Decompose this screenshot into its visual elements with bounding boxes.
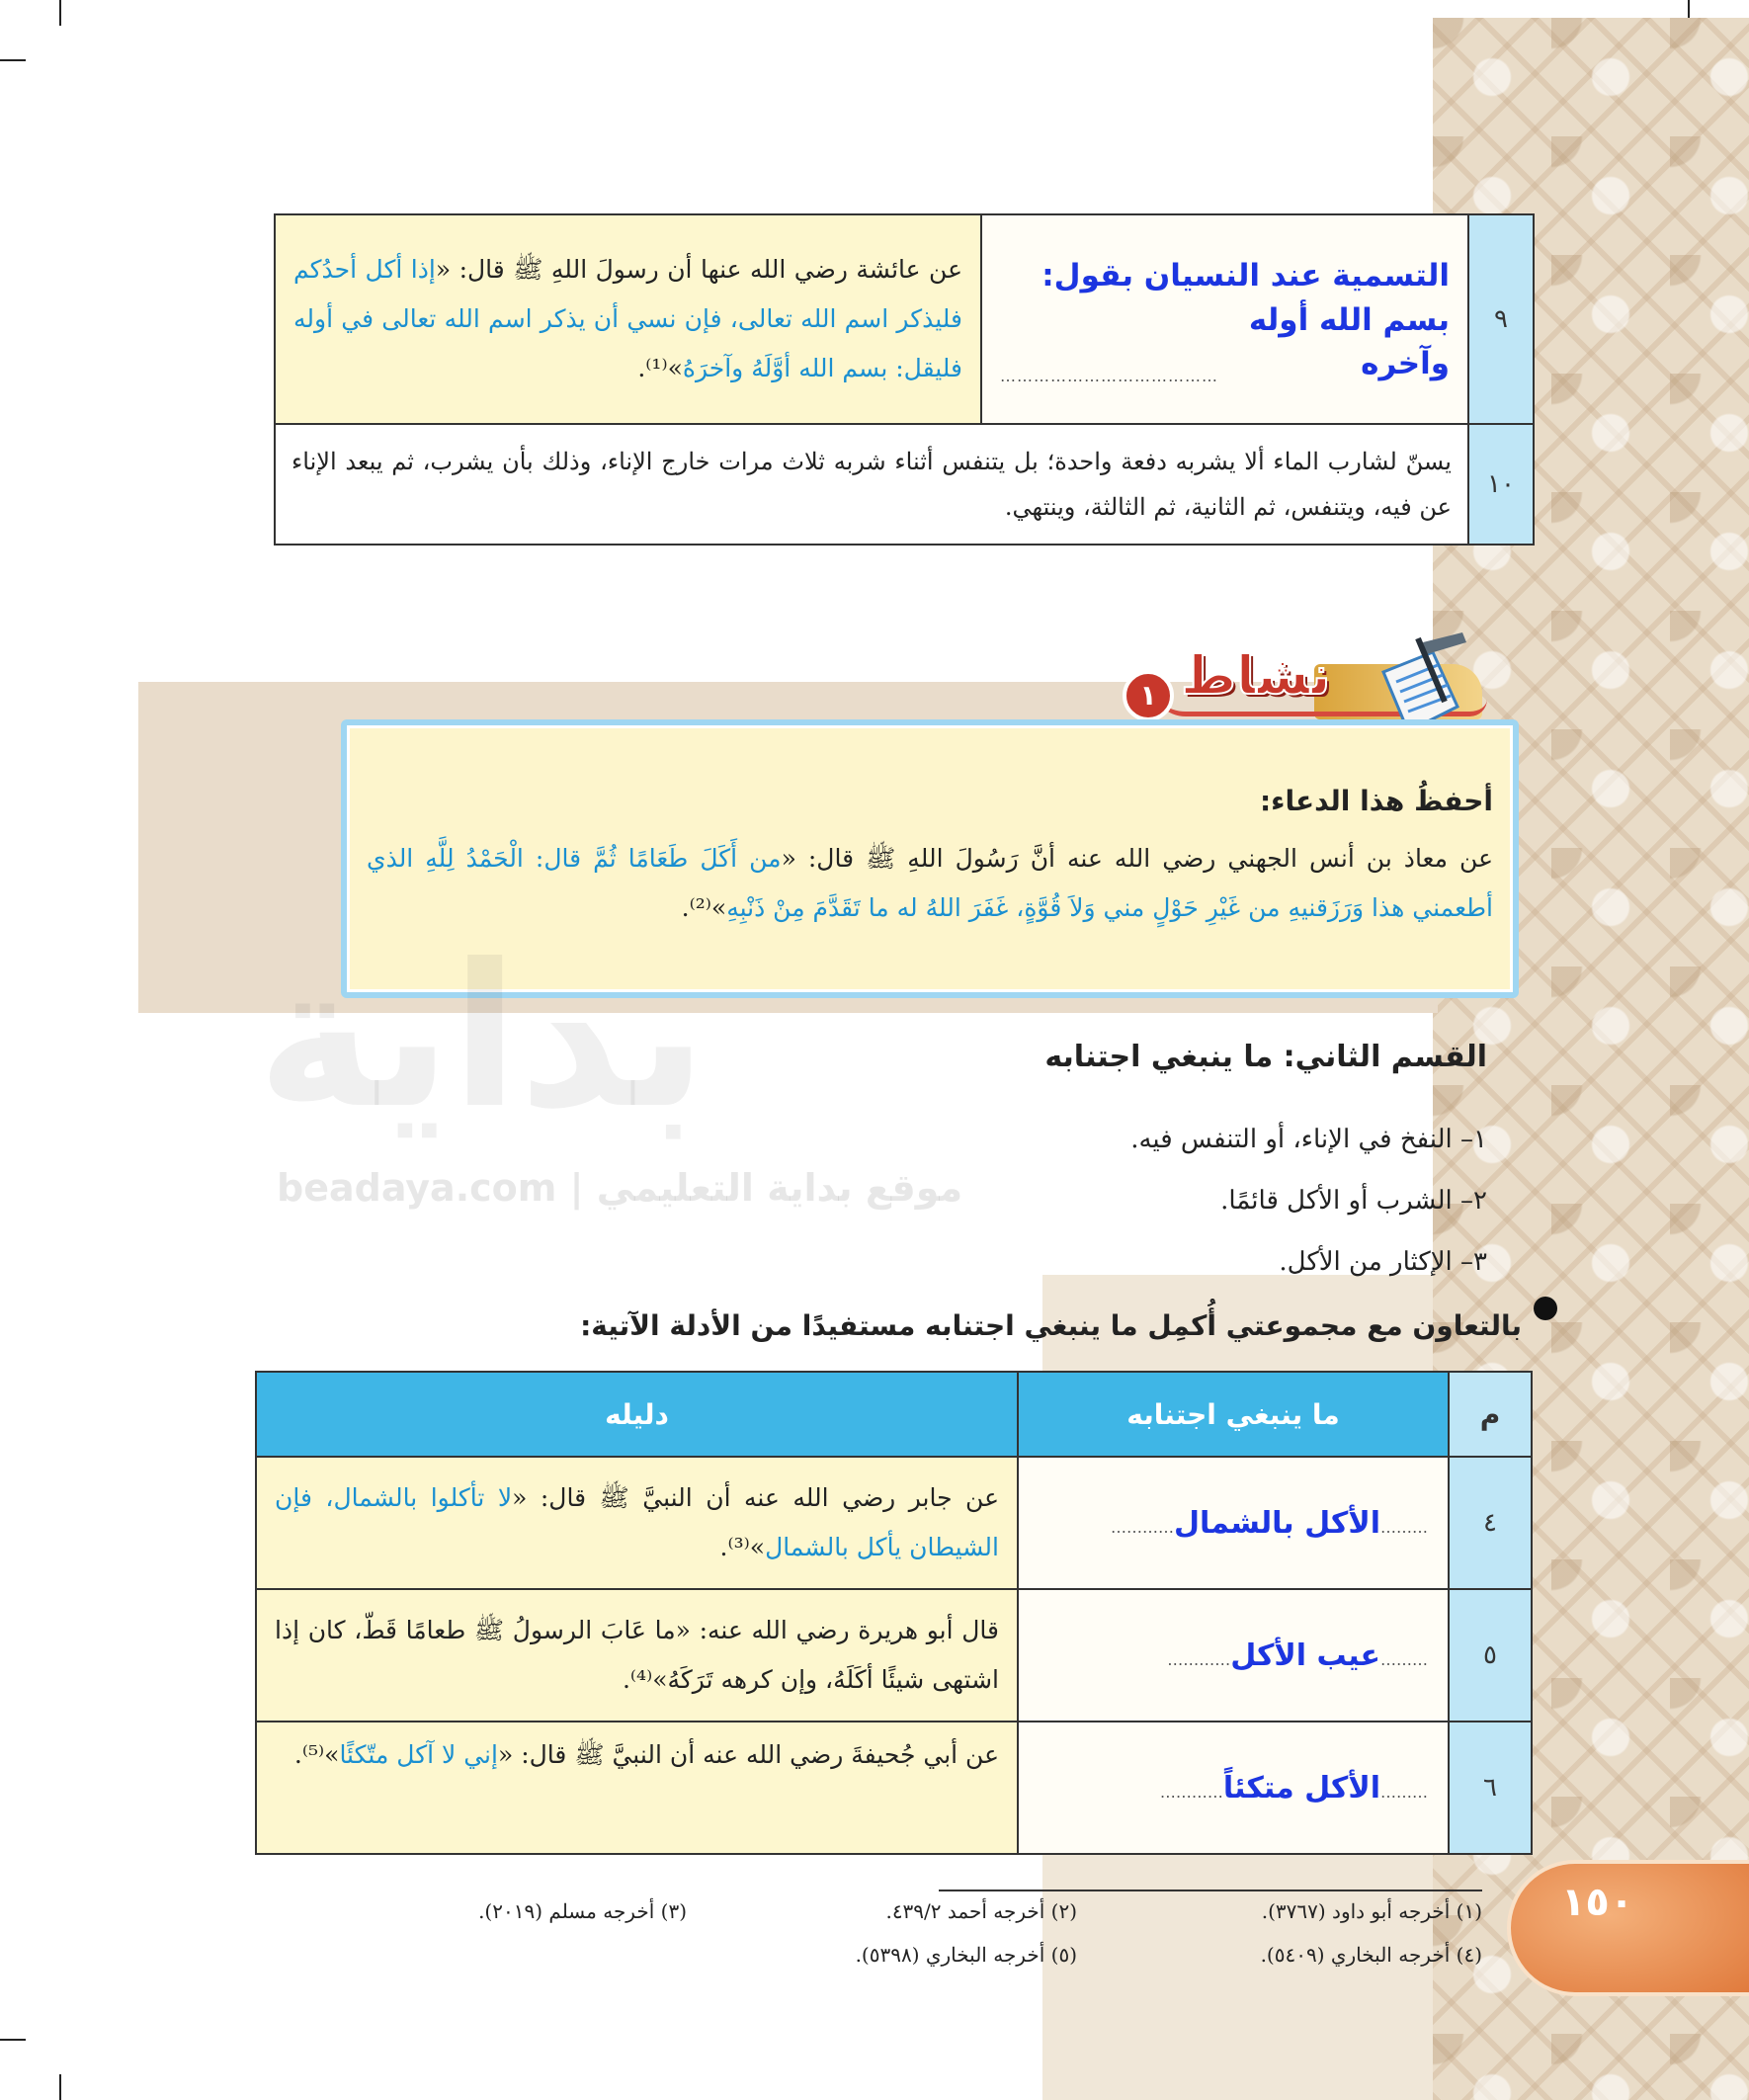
- rule-text: يسنّ لشارب الماء ألا يشربه دفعة واحدة؛ بل يتنفس أثناء شربه ثلاث مرات خارج الإناء، وذلك بأن يشرب، ثم يبعد الإناء عن فيه، ويتنفس، ثم الثانية، ثم الثالثة، وينتهي.: [275, 424, 1468, 545]
- watermark-logo: بداية: [257, 922, 708, 1152]
- activity-text: [367, 834, 1493, 933]
- crop-mark: [0, 59, 26, 61]
- column-header-evidence: دليله: [256, 1372, 1018, 1457]
- hadith-quote: إذا أكل أحدُكم فليذكر اسم الله تعالى، فإن نسي أن يذكر اسم الله تعالى في أوله فليقل: بسم الله أوَّلَهُ وآخرَهُ: [293, 255, 962, 382]
- list-item: ١– النفخ في الإناء، أو التنفس فيه.: [1130, 1125, 1487, 1154]
- dua-text: عن معاذ بن أنس الجهني رضي الله عنه أنَّ رَسُولَ اللهِ ﷺ قال: «: [781, 844, 1493, 873]
- hadith-cell: [256, 1457, 1018, 1589]
- top-table: [274, 213, 1535, 546]
- dotted-line: ………: [1380, 1782, 1428, 1802]
- dotted-line: …………: [1167, 1649, 1231, 1669]
- hadith-cell: [256, 1589, 1018, 1722]
- footnote: (٣) أخرجه مسلم (٢٠١٩).: [478, 1899, 687, 1923]
- answer-cell: [1018, 1722, 1449, 1854]
- dua-text: »⁽²⁾.: [681, 893, 727, 922]
- hadith-text: عن جابر رضي الله عنه أن النبيَّ ﷺ قال: «: [512, 1483, 1000, 1512]
- footnote: (٥) أخرجه البخاري (٥٣٩٨).: [855, 1943, 1077, 1967]
- crop-mark: [0, 2039, 26, 2041]
- hadith-text: عن عائشة رضي الله عنها أن رسولَ اللهِ ﷺ قال: «: [435, 255, 962, 284]
- footnote: (٤) أخرجه البخاري (٥٤٠٩).: [1260, 1943, 1482, 1967]
- column-header-number: م: [1449, 1372, 1532, 1457]
- table-row: [256, 1457, 1532, 1589]
- row-number: ٩: [1468, 214, 1534, 424]
- hadith-quote: إني لا آكل متّكئًا: [339, 1740, 498, 1769]
- page-number: ١٥٠: [1561, 1880, 1634, 1925]
- answer-cell: [1018, 1457, 1449, 1589]
- answer-cell: [1018, 1589, 1449, 1722]
- answer-text: الأكل بالشمال: [1173, 1505, 1380, 1541]
- list-item: ٣– الإكثار من الأكل.: [1279, 1247, 1487, 1277]
- dua-quote: من أَكَلَ طَعَامًا ثُمَّ قال: الْحَمْدُ لِلَّهِ الذي أطعمني هذا وَرَزَقنيهِ من غَيْرِ حَوْلٍ مني وَلاَ قُوَّةٍ، غَفَرَ اللهُ له ما تَقَدَّمَ مِنْ ذَنْبِهِ: [367, 844, 1493, 922]
- dotted-line: …………………………………: [1000, 367, 1218, 385]
- table-row: [275, 214, 1534, 424]
- bullet-icon: [1534, 1297, 1557, 1320]
- dotted-line: ………: [1380, 1649, 1428, 1669]
- answer-text: التسمية عند النسيان بقول:: [1041, 258, 1450, 294]
- hadith-cell: [256, 1722, 1018, 1854]
- evidence-table: [255, 1371, 1533, 1855]
- hadith-cell: [275, 214, 981, 424]
- dotted-line: …………: [1159, 1782, 1223, 1802]
- dotted-line: ………: [1380, 1517, 1428, 1537]
- table-row: [256, 1589, 1532, 1722]
- row-number: ١٠: [1468, 424, 1534, 545]
- answer-text: بسم الله أوله وآخره: [1248, 302, 1450, 381]
- task-instruction: بالتعاون مع مجموعتي أُكمِل ما ينبغي اجتنابه مستفيدًا من الأدلة الآتية:: [580, 1309, 1522, 1342]
- answer-text: الأكل متكئاً: [1222, 1770, 1380, 1806]
- avoid-list: [894, 1109, 1487, 1293]
- activity-instruction: أحفظُ هذا الدعاء:: [1259, 785, 1493, 817]
- row-number: ٥: [1449, 1589, 1532, 1722]
- crop-mark: [59, 0, 61, 26]
- section-heading: القسم الثاني: ما ينبغي اجتنابه: [1044, 1040, 1487, 1074]
- crop-mark: [59, 2074, 61, 2100]
- hadith-text: »⁽³⁾.: [719, 1533, 766, 1561]
- watermark-site: beadaya.com | موقع بداية التعليمي: [277, 1166, 963, 1210]
- hadith-text: »⁽¹⁾.: [637, 354, 683, 382]
- hadith-text: »⁽⁵⁾.: [293, 1740, 340, 1769]
- hadith-text: عن أبي جُحيفةَ رضي الله عنه أن النبيَّ ﷺ قال: «: [497, 1740, 999, 1769]
- row-number: ٦: [1449, 1722, 1532, 1854]
- hadith-quote: لا تأكلوا بالشمال، فإن الشيطان يأكل بالشمال: [275, 1483, 999, 1561]
- hadith-text: قال أبو هريرة رضي الله عنه: «ما عَابَ الرسولُ ﷺ طعامًا قَطّ، كان إذا اشتهى شيئًا أكَلَهُ، وإن كرهه تَرَكَهُ»⁽⁴⁾.: [275, 1616, 999, 1694]
- activity-number-badge: ١: [1123, 670, 1174, 721]
- footnote-separator: [939, 1890, 1482, 1891]
- list-item: ٢– الشرب أو الأكل قائمًا.: [1220, 1186, 1487, 1216]
- table-row: [275, 424, 1534, 545]
- dotted-line: …………: [1110, 1517, 1174, 1537]
- footnote: (١) أخرجه أبو داود (٣٧٦٧).: [1261, 1899, 1482, 1923]
- row-number: ٤: [1449, 1457, 1532, 1589]
- column-header-avoid: ما ينبغي اجتنابه: [1018, 1372, 1449, 1457]
- table-row: [256, 1722, 1532, 1854]
- footnote: (٢) أخرجه أحمد ٤٣٩/٢.: [885, 1899, 1077, 1923]
- activity-title: نشاط: [1181, 644, 1331, 707]
- answer-cell: [981, 214, 1468, 424]
- answer-text: عيب الأكل: [1230, 1638, 1380, 1673]
